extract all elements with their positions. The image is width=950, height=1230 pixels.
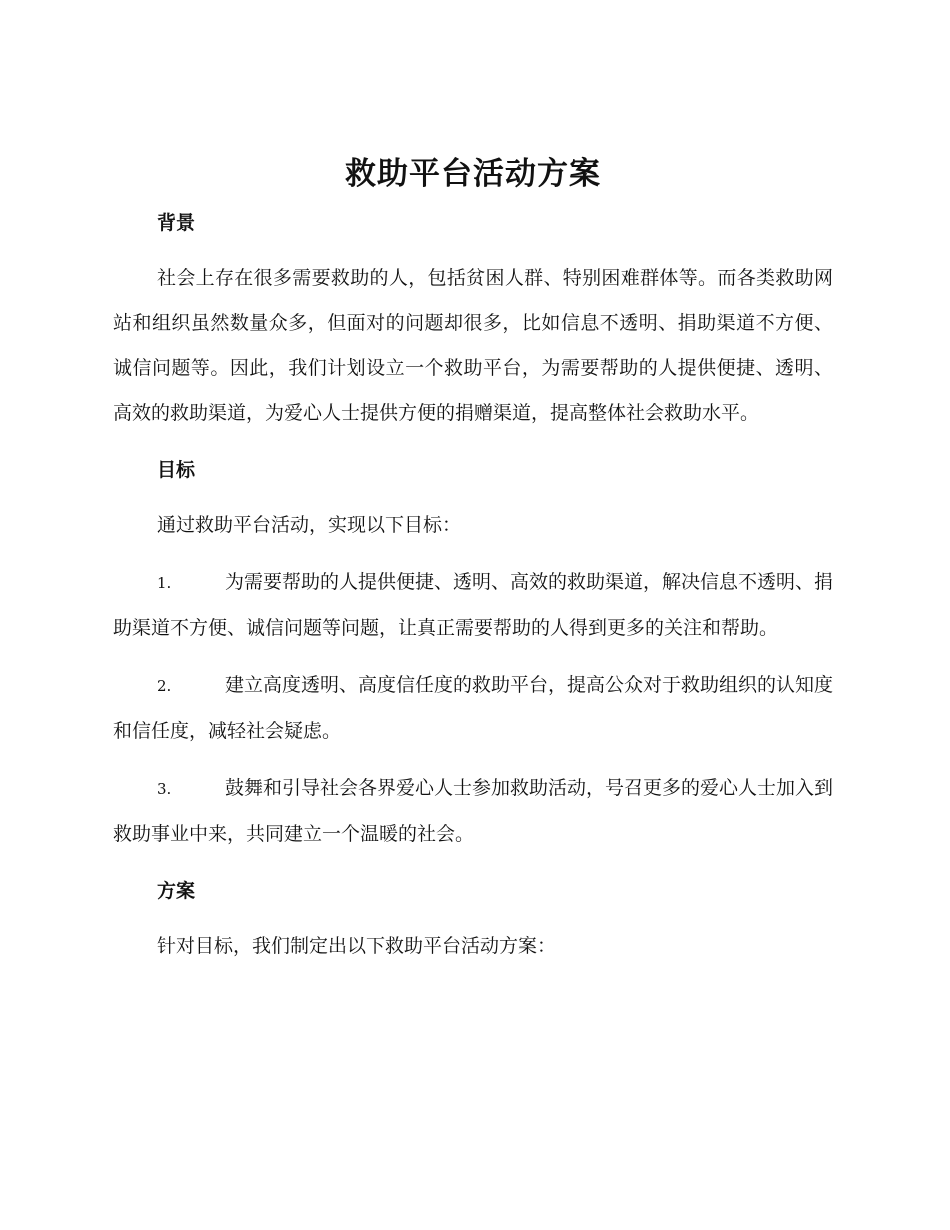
list-item-text: 为需要帮助的人提供便捷、透明、高效的救助渠道，解决信息不透明、捐助渠道不方便、诚信问题等问题，让真正需要帮助的人得到更多的关注和帮助。: [113, 571, 834, 639]
document-title: 救助平台活动方案: [345, 156, 601, 192]
section-heading-background: 背景: [157, 212, 196, 234]
section-heading-plan: 方案: [157, 880, 196, 902]
list-item-text: 鼓舞和引导社会各界爱心人士参加救助活动，号召更多的爱心人士加入到救助事业中来，共同建立一个温暖的社会。: [113, 777, 834, 845]
goal-list-item: [113, 766, 833, 857]
plan-intro: 针对目标，我们制定出以下救助平台活动方案：: [157, 935, 557, 957]
goal-list-item: [113, 560, 833, 651]
goal-list-item: [113, 663, 833, 754]
goals-intro: 通过救助平台活动，实现以下目标：: [157, 514, 462, 536]
list-item-number: 1.: [157, 574, 172, 592]
section-heading-goals: 目标: [157, 459, 196, 481]
list-item-number: 3.: [157, 780, 172, 798]
document-body: [113, 150, 833, 969]
list-item-number: 2.: [157, 677, 172, 695]
list-item-text: 建立高度透明、高度信任度的救助平台，提高公众对于救助组织的认知度和信任度，减轻社会疑虑。: [113, 674, 834, 742]
background-paragraph: 社会上存在很多需要救助的人，包括贫困人群、特别困难群体等。而各类救助网站和组织虽然数量众多，但面对的问题却很多，比如信息不透明、捐助渠道不方便、诚信问题等。因此，我们计划设立一个救助平台，为需要帮助的人提供便捷、透明、高效的救助渠道，为爱心人士提供方便的捐赠渠道，提高整体社会救助水平。: [113, 267, 833, 424]
